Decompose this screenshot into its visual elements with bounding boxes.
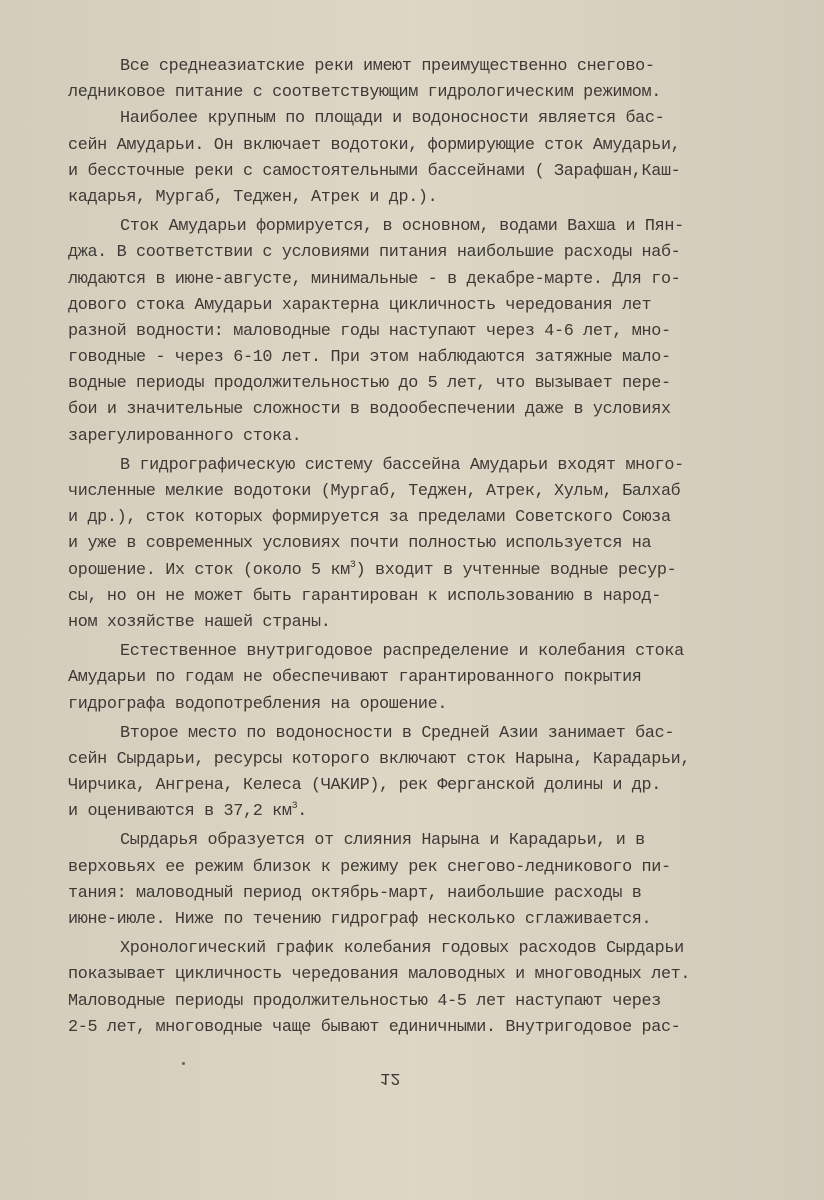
text-line: сейн Амударьи. Он включает водотоки, формирующие сток Амударьи,: [68, 135, 681, 155]
text-line: 2-5 лет, многоводные чаще бывают единичными. Внутригодовое рас-: [68, 1017, 681, 1037]
text-line: Хронологический график колебания годовых расходов Сырдарьи: [120, 939, 684, 959]
text-line: и бессточные реки с самостоятельными бассейнами ( Зарафшан,Каш-: [68, 161, 681, 181]
page-number: 12: [380, 1068, 401, 1087]
text-line: [68, 799, 768, 825]
text-segment: ) входит в учтенные водные ресур-: [355, 560, 677, 580]
text-segment: и оцениваются в 37,2 км: [68, 802, 292, 822]
paragraph: [68, 214, 768, 450]
superscript: 3: [291, 801, 298, 813]
paragraph: [68, 54, 768, 106]
text-line: Наиболее крупным по площади и водоносности является бас-: [120, 109, 665, 129]
text-line: ледниковое питание с соответствующим гидрологическим режимом.: [68, 83, 661, 103]
text-line: Сырдарья образуется от слияния Нарына и Карадарьи, и в: [120, 831, 645, 851]
paragraph: [68, 936, 768, 1041]
text-line: Амударьи по годам не обеспечивают гарантированного покрытия: [68, 668, 642, 688]
text-line: сы, но он не может быть гарантирован к использованию в народ-: [68, 586, 661, 606]
text-line: июне-июле. Ниже по течению гидрограф несколько сглаживается.: [68, 910, 652, 929]
paragraph: [68, 639, 768, 718]
text-line: верховьях ее режим близок к режиму рек снегово-ледникового пи-: [68, 857, 671, 877]
text-line: кадарья, Мургаб, Теджен, Атрек и др.).: [68, 187, 438, 207]
body-text: [68, 54, 768, 1041]
text-line: Маловодные периоды продолжительностью 4-5 лет наступают через: [68, 991, 661, 1011]
text-line: водные периоды продолжительностью до 5 лет, что вызывает пере-: [68, 374, 671, 394]
text-line: Сток Амударьи формируется, в основном, водами Вахша и Пян-: [120, 217, 684, 237]
text-segment: орошение. Их сток (около 5 км: [68, 560, 350, 580]
ink-speck: [182, 1062, 185, 1065]
text-line: говодные - через 6-10 лет. При этом наблюдаются затяжные мало-: [68, 348, 671, 368]
text-line: и уже в современных условиях почти полностью используется на: [68, 534, 652, 554]
text-line: ном хозяйстве нашей страны.: [68, 612, 331, 632]
text-line: Второе место по водоносности в Средней Азии занимает бас-: [120, 723, 675, 743]
text-line: и др.), сток которых формируется за пределами Советского Союза: [68, 508, 671, 528]
text-line: показывает цикличность чередования маловодных и многоводных лет.: [68, 965, 691, 985]
text-line: [68, 558, 768, 584]
superscript: 3: [349, 559, 356, 571]
paragraph: [68, 828, 768, 933]
text-line: Естественное внутригодовое распределение и колебания стока: [120, 642, 684, 662]
paragraph: [68, 721, 768, 826]
text-line: джа. В соответствии с условиями питания наибольшие расходы наб-: [68, 243, 681, 263]
text-line: гидрографа водопотребления на орошение.: [68, 694, 448, 714]
text-line: В гидрографическую систему бассейна Амударьи входят много-: [120, 455, 684, 475]
text-line: дового стока Амударьи характерна цикличность чередования лет: [68, 295, 652, 315]
paragraph: [68, 106, 768, 211]
text-line: тания: маловодный период октябрь-март, наибольшие расходы в: [68, 883, 642, 903]
text-line: численные мелкие водотоки (Мургаб, Теджен, Атрек, Хульм, Балхаб: [68, 482, 681, 501]
text-line: Все среднеазиатские реки имеют преимущественно снегово-: [120, 57, 655, 76]
text-line: Чирчика, Ангрена, Келеса (ЧАКИР), рек Ферганской долины и др.: [68, 776, 661, 796]
text-line: сейн Сырдарьи, ресурсы которого включают сток Нарына, Карадарьи,: [68, 749, 691, 769]
text-line: бои и значительные сложности в водообеспечении даже в условиях: [68, 400, 671, 420]
text-line: зарегулированного стока.: [68, 426, 302, 446]
text-line: людаются в июне-августе, минимальные - в декабре-марте. Для го-: [68, 269, 681, 289]
paragraph: [68, 453, 768, 636]
text-segment: .: [297, 802, 307, 822]
text-line: разной водности: маловодные годы наступают через 4-6 лет, мно-: [68, 321, 671, 341]
